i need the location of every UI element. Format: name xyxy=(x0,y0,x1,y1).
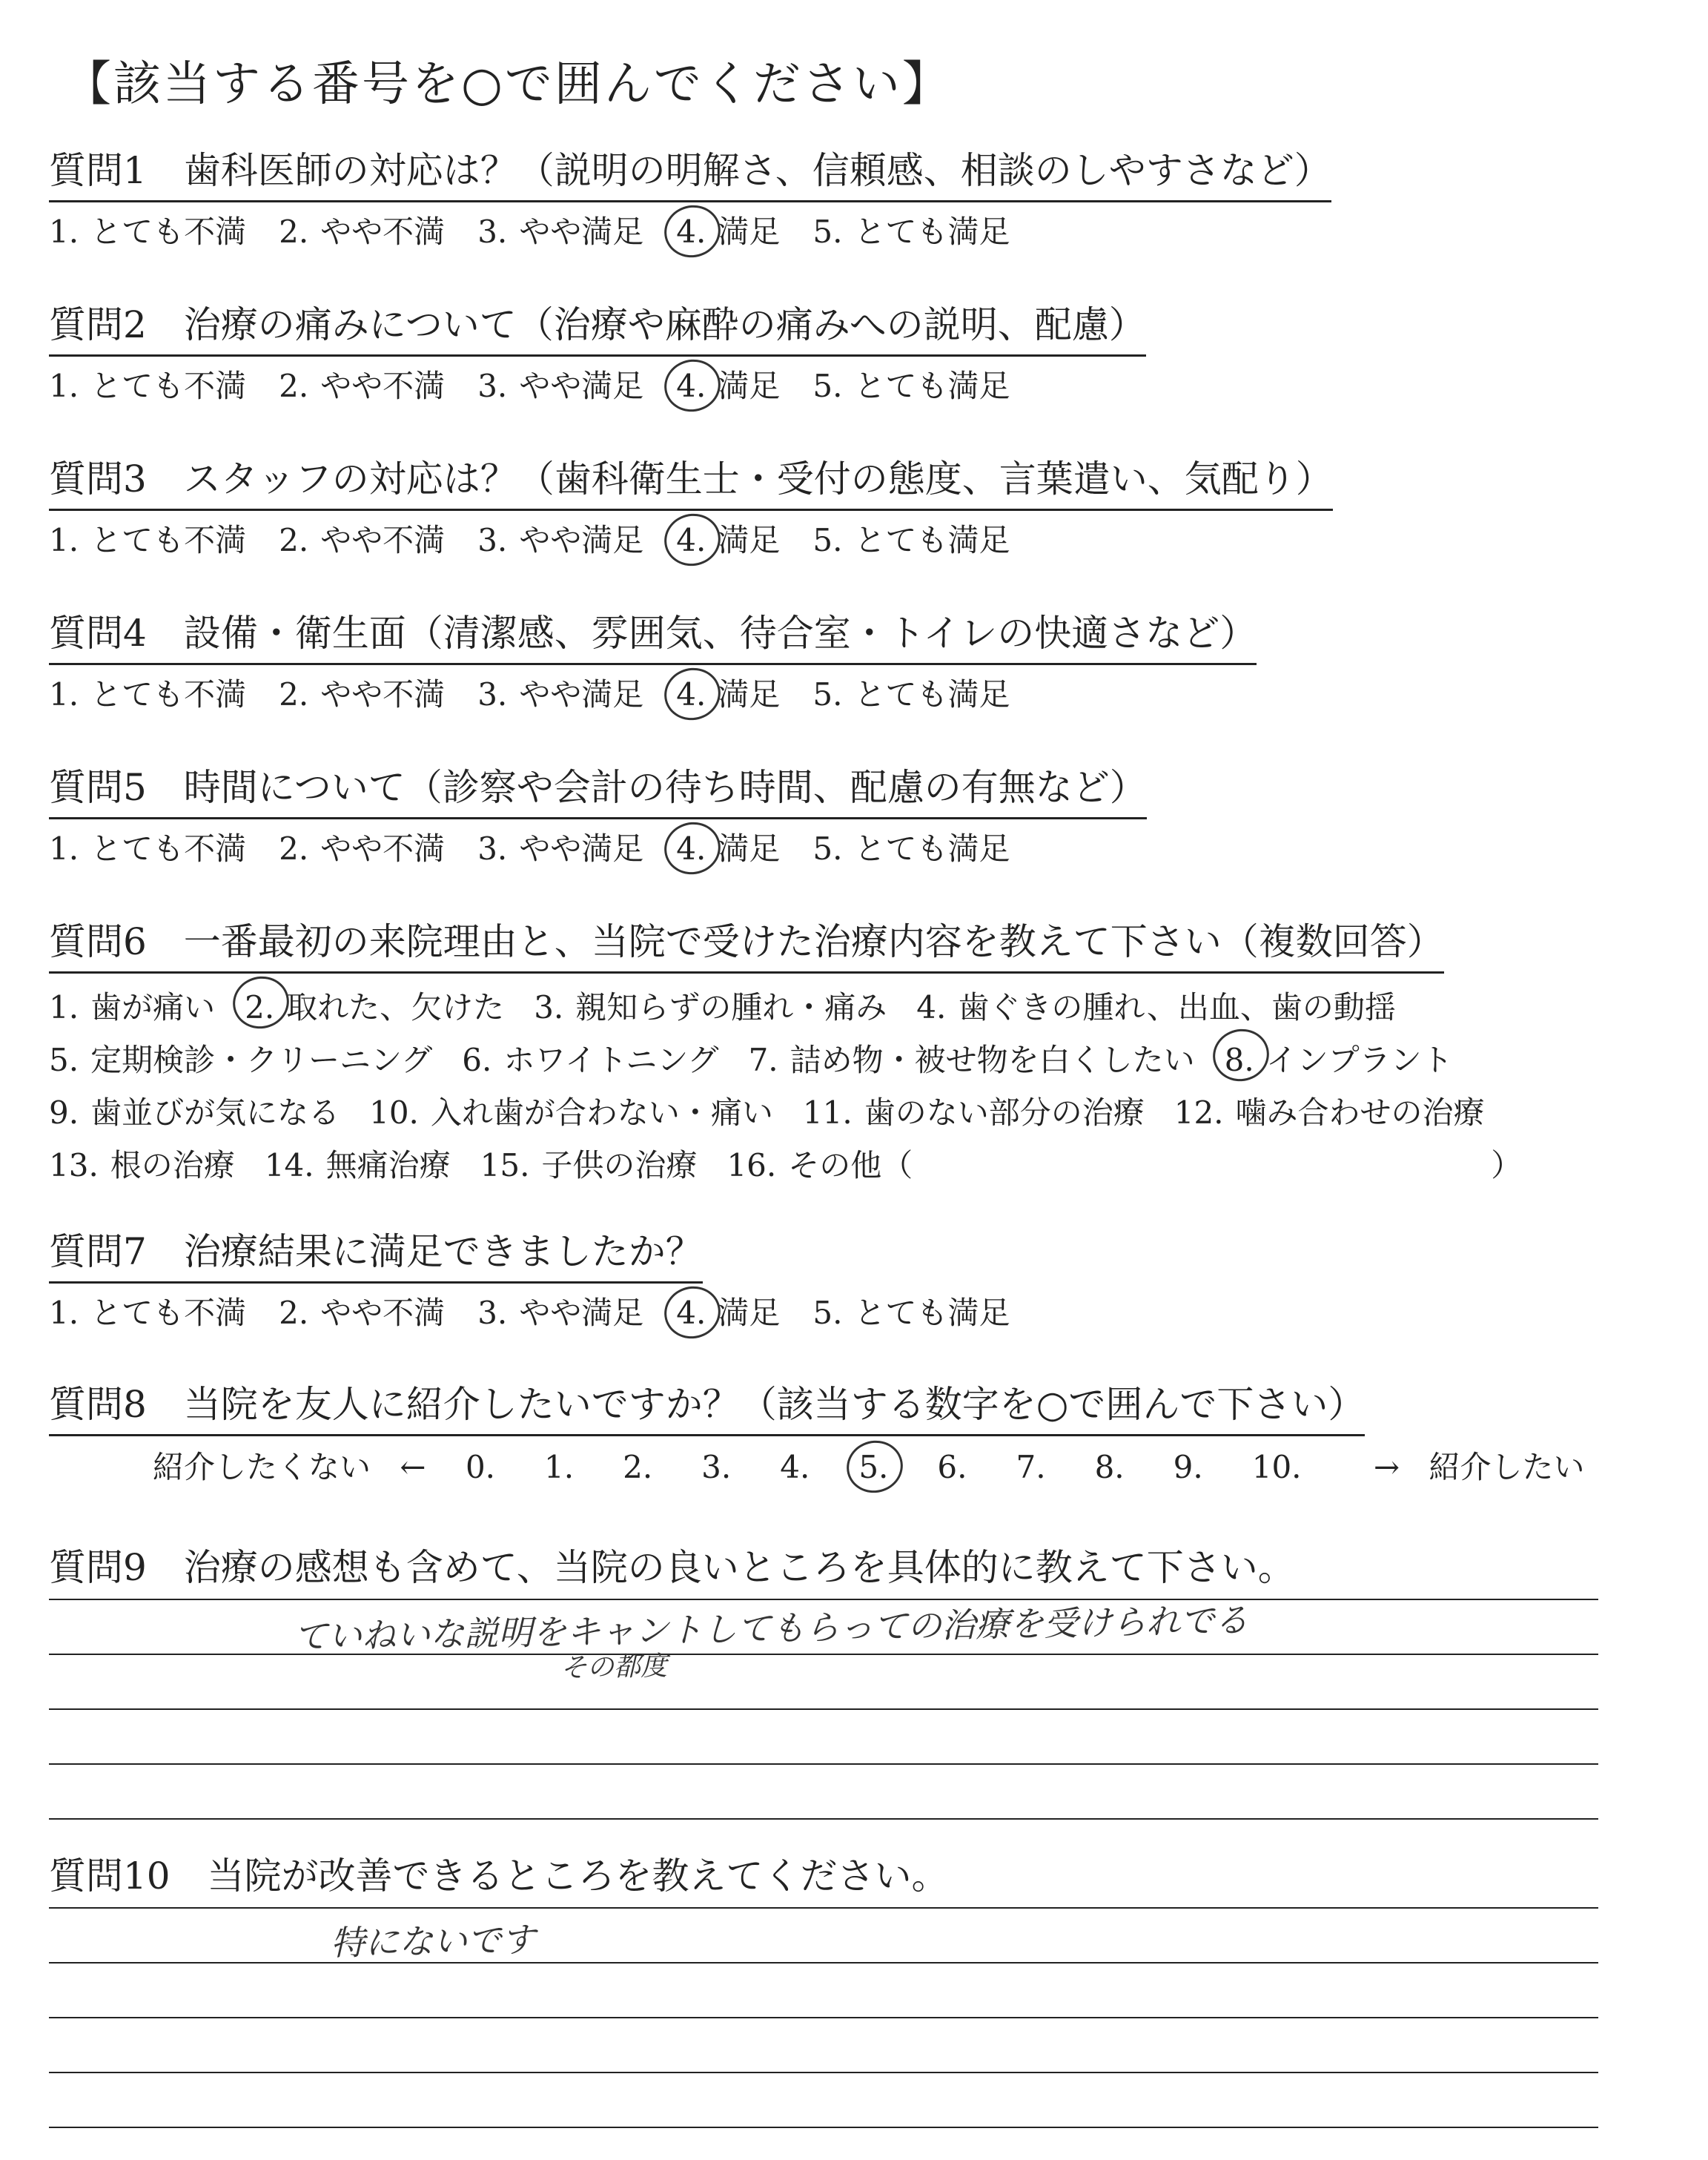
scale-value[interactable] xyxy=(1174,1445,1215,1490)
option-label: とても不満 xyxy=(90,368,247,404)
treatment-option[interactable] xyxy=(265,1139,451,1192)
option-number: 4. xyxy=(676,673,706,717)
question-8 xyxy=(49,1381,1603,1490)
option-number: 7. xyxy=(748,1042,778,1078)
question-1 xyxy=(49,147,1331,254)
rating-option[interactable] xyxy=(676,364,780,409)
question-9 xyxy=(49,1544,1598,1820)
option-number: 3. xyxy=(477,676,508,713)
question-10 xyxy=(49,1852,1598,2128)
option-number: 2. xyxy=(279,830,309,867)
option-label: とても満足 xyxy=(854,830,1010,867)
answer-line xyxy=(49,1655,1598,1710)
rating-option[interactable] xyxy=(477,1291,643,1335)
option-label: とても不満 xyxy=(90,676,247,713)
treatment-option[interactable] xyxy=(49,1034,432,1086)
option-number: 4. xyxy=(676,364,706,409)
right-arrow-icon: → xyxy=(1373,1449,1400,1485)
scale-value[interactable] xyxy=(780,1445,821,1490)
option-label: 歯ぐきの腫れ、出血、歯の動揺 xyxy=(958,989,1396,1025)
option-number: 5. xyxy=(49,1042,79,1078)
question-title xyxy=(49,301,1146,357)
option-label: 満足 xyxy=(718,368,781,404)
option-row xyxy=(49,1139,1522,1192)
question-5 xyxy=(49,764,1147,871)
option-label: 定期検診・クリーニング xyxy=(90,1042,433,1078)
answer-line xyxy=(49,1909,1598,1964)
question-3 xyxy=(49,455,1333,563)
option-number: 5. xyxy=(812,368,843,404)
option-number: 5. xyxy=(812,522,843,558)
scale-value[interactable] xyxy=(1095,1445,1136,1490)
option-label: とても満足 xyxy=(854,522,1010,558)
instruction-heading: 【該当する番号を○で囲んでください】 xyxy=(64,57,952,112)
option-label: やや満足 xyxy=(519,522,644,558)
scale-number: 8. xyxy=(1094,1449,1125,1485)
rating-option[interactable] xyxy=(812,518,1010,563)
rating-option[interactable] xyxy=(477,827,643,871)
rating-option[interactable] xyxy=(49,518,246,563)
rating-option[interactable] xyxy=(49,364,246,409)
rating-option[interactable] xyxy=(812,1291,1010,1335)
question-label: 質問2 xyxy=(49,303,147,346)
option-number: 3. xyxy=(477,214,508,250)
option-number: 5. xyxy=(812,1295,843,1331)
rating-options xyxy=(49,1291,1042,1335)
option-label: 満足 xyxy=(718,214,781,250)
question-text: 設備・衛生面（清潔感、雰囲気、待合室・トイレの快適さなど） xyxy=(183,612,1257,655)
option-number: 3. xyxy=(477,522,508,558)
option-number: 10. xyxy=(369,1094,419,1131)
scale-value[interactable] xyxy=(937,1445,979,1490)
option-number: 4. xyxy=(676,518,706,563)
option-label: やや不満 xyxy=(320,368,446,404)
question-label: 質問6 xyxy=(49,920,147,963)
rating-option[interactable] xyxy=(812,827,1010,871)
option-label: やや満足 xyxy=(519,368,644,404)
option-number: 5. xyxy=(812,214,843,250)
question-7 xyxy=(49,1228,1042,1335)
rating-option[interactable] xyxy=(812,364,1010,409)
answer-line xyxy=(49,2073,1598,2128)
option-label: やや不満 xyxy=(320,676,446,713)
treatment-options xyxy=(49,981,1522,1192)
question-title xyxy=(49,1228,703,1284)
option-number: 9. xyxy=(49,1094,79,1131)
scale-number: 1. xyxy=(544,1449,575,1485)
option-label: やや満足 xyxy=(519,830,644,867)
question-title xyxy=(49,1544,1295,1597)
other-close-paren: ） xyxy=(1491,1147,1523,1183)
rating-option[interactable] xyxy=(676,827,780,871)
scale-number: 5. xyxy=(858,1445,888,1490)
scale-value[interactable] xyxy=(466,1445,507,1490)
rating-option[interactable] xyxy=(279,673,445,717)
option-number: 2. xyxy=(279,522,309,558)
option-number: 5. xyxy=(812,830,843,867)
treatment-option[interactable] xyxy=(480,1139,698,1192)
option-label: やや満足 xyxy=(519,676,644,713)
scale-number: 7. xyxy=(1016,1449,1046,1485)
answer-line xyxy=(49,2018,1598,2073)
scale-number: 0. xyxy=(465,1449,496,1485)
option-number: 12. xyxy=(1174,1094,1224,1131)
treatment-option[interactable] xyxy=(49,981,215,1034)
option-label: とても不満 xyxy=(90,522,247,558)
option-row xyxy=(49,981,1522,1034)
option-number: 1. xyxy=(49,830,79,867)
rating-option[interactable] xyxy=(279,364,445,409)
question-text: 治療の感想も含めて、当院の良いところを具体的に教えて下さい。 xyxy=(183,1546,1295,1589)
treatment-option[interactable] xyxy=(916,981,1396,1034)
question-text: 当院が改善できるところを教えてください。 xyxy=(207,1855,949,1898)
option-number: 13. xyxy=(49,1147,99,1183)
option-label: 満足 xyxy=(718,1295,781,1331)
treatment-option[interactable] xyxy=(726,1139,913,1192)
option-label: とても不満 xyxy=(90,1295,247,1331)
rating-option[interactable] xyxy=(279,518,445,563)
rating-option[interactable] xyxy=(49,673,246,717)
question-text: 時間について（診察や会計の待ち時間、配慮の有無など） xyxy=(183,766,1147,809)
option-number: 2. xyxy=(279,676,309,713)
question-text: スタッフの対応は？（歯科衛生士・受付の態度、言葉遣い、気配り） xyxy=(183,458,1333,501)
scale-number: 6. xyxy=(937,1449,967,1485)
rating-option[interactable] xyxy=(812,210,1010,254)
answer-area[interactable] xyxy=(49,1597,1598,1820)
scale-right-label: 紹介したい xyxy=(1429,1449,1585,1485)
option-label: やや不満 xyxy=(320,1295,446,1331)
option-label: 根の治療 xyxy=(110,1147,235,1183)
option-label: 歯並びが気になる xyxy=(90,1094,340,1131)
option-number: 4. xyxy=(916,989,947,1025)
option-label: 満足 xyxy=(718,830,781,867)
option-label: 歯のない部分の治療 xyxy=(864,1094,1145,1131)
scale-value[interactable] xyxy=(858,1445,900,1490)
option-label: やや満足 xyxy=(519,214,644,250)
option-number: 15. xyxy=(480,1147,530,1183)
option-number: 2. xyxy=(279,368,309,404)
treatment-option[interactable] xyxy=(749,1034,1195,1086)
treatment-option[interactable] xyxy=(462,1034,718,1086)
rating-options xyxy=(49,210,1331,254)
option-label: インプラント xyxy=(1265,1042,1453,1078)
answer-line xyxy=(49,1964,1598,2018)
scale-value[interactable] xyxy=(544,1445,586,1490)
option-number: 1. xyxy=(49,676,79,713)
question-text: 治療結果に満足できましたか？ xyxy=(183,1230,703,1273)
handwritten-answer: 特にないです xyxy=(330,1919,536,1964)
option-label: その他（ xyxy=(788,1147,913,1183)
scale-value[interactable] xyxy=(1016,1445,1057,1490)
question-4 xyxy=(49,610,1257,717)
option-number: 2. xyxy=(279,214,309,250)
scale-number: 2. xyxy=(623,1449,653,1485)
option-number: 8. xyxy=(1225,1034,1254,1086)
question-2 xyxy=(49,301,1146,409)
question-label: 質問5 xyxy=(49,766,147,809)
option-number: 4. xyxy=(676,1291,706,1335)
option-label: 満足 xyxy=(718,522,781,558)
option-number: 1. xyxy=(49,522,79,558)
scale-number: 3. xyxy=(701,1449,732,1485)
option-label: とても満足 xyxy=(854,676,1010,713)
option-number: 4. xyxy=(676,827,706,871)
answer-line xyxy=(49,1765,1598,1820)
treatment-option[interactable] xyxy=(1225,1034,1453,1086)
rating-options xyxy=(49,827,1147,871)
answer-area[interactable] xyxy=(49,1906,1598,2128)
rating-option[interactable] xyxy=(49,1291,246,1335)
option-label: とても満足 xyxy=(854,1295,1010,1331)
option-row xyxy=(49,1034,1522,1086)
question-label: 質問7 xyxy=(49,1230,147,1273)
rating-options xyxy=(49,673,1257,717)
scale-value[interactable] xyxy=(1252,1445,1314,1490)
option-number: 1. xyxy=(49,1295,79,1331)
treatment-option[interactable] xyxy=(534,981,887,1034)
option-label: 取れた、欠けた xyxy=(286,989,505,1025)
option-number: 14. xyxy=(264,1147,314,1183)
option-number: 3. xyxy=(477,1295,508,1331)
treatment-option[interactable] xyxy=(49,1086,340,1139)
option-label: 入れ歯が合わない・痛い xyxy=(430,1094,773,1131)
option-number: 1. xyxy=(49,368,79,404)
scale-values xyxy=(466,1449,1351,1485)
rating-option[interactable] xyxy=(477,518,643,563)
option-label: やや不満 xyxy=(320,214,446,250)
option-label: 詰め物・被せ物を白くしたい xyxy=(790,1042,1195,1078)
treatment-option[interactable] xyxy=(49,1139,235,1192)
rating-option[interactable] xyxy=(279,827,445,871)
option-label: とても不満 xyxy=(90,214,247,250)
option-number: 11. xyxy=(802,1094,853,1131)
option-label: 無痛治療 xyxy=(325,1147,451,1183)
question-label: 質問3 xyxy=(49,458,147,501)
option-number: 4. xyxy=(676,210,706,254)
scale-value[interactable] xyxy=(701,1445,743,1490)
rating-option[interactable] xyxy=(49,827,246,871)
question-label: 質問4 xyxy=(49,612,147,655)
rating-option[interactable] xyxy=(676,210,780,254)
option-label: やや満足 xyxy=(519,1295,644,1331)
question-text: 一番最初の来院理由と、当院で受けた治療内容を教えて下さい（複数回答） xyxy=(183,920,1444,963)
question-label: 質問1 xyxy=(49,149,147,192)
option-label: ホワイトニング xyxy=(503,1042,719,1078)
left-arrow-icon: ← xyxy=(400,1449,426,1485)
scale-number: 4. xyxy=(780,1449,810,1485)
treatment-option[interactable] xyxy=(245,981,504,1034)
question-title xyxy=(49,1381,1365,1436)
rating-option[interactable] xyxy=(812,673,1010,717)
option-label: とても満足 xyxy=(854,368,1010,404)
question-label: 質問10 xyxy=(49,1855,171,1898)
option-label: やや不満 xyxy=(320,830,446,867)
option-number: 3. xyxy=(477,830,508,867)
rating-options xyxy=(49,518,1333,563)
option-row xyxy=(49,1086,1522,1139)
answer-line xyxy=(49,1710,1598,1765)
recommend-scale xyxy=(153,1445,1603,1490)
question-label: 質問8 xyxy=(49,1383,147,1426)
question-title xyxy=(49,147,1331,202)
option-number: 1. xyxy=(49,989,79,1025)
option-label: とても満足 xyxy=(854,214,1010,250)
scale-number: 9. xyxy=(1173,1449,1203,1485)
treatment-option[interactable] xyxy=(1174,1086,1485,1139)
option-label: 歯が痛い xyxy=(90,989,216,1025)
option-label: やや不満 xyxy=(320,522,446,558)
rating-option[interactable] xyxy=(279,1291,445,1335)
question-title xyxy=(49,610,1257,665)
option-number: 1. xyxy=(49,214,79,250)
question-label: 質問9 xyxy=(49,1546,147,1589)
question-text: 治療の痛みについて（治療や麻酔の痛みへの説明、配慮） xyxy=(183,303,1146,346)
rating-option[interactable] xyxy=(279,210,445,254)
option-label: とても不満 xyxy=(90,830,247,867)
rating-option[interactable] xyxy=(477,673,643,717)
handwritten-answer: ていねいな説明をキャントしてもらっての治療を受けられでる xyxy=(293,1599,1249,1657)
option-number: 2. xyxy=(279,1295,309,1331)
rating-options xyxy=(49,364,1146,409)
question-title xyxy=(49,455,1333,511)
option-number: 3. xyxy=(477,368,508,404)
treatment-option[interactable] xyxy=(803,1086,1145,1139)
option-number: 16. xyxy=(726,1147,777,1183)
rating-option[interactable] xyxy=(477,210,643,254)
handwritten-answer-note: その都度 xyxy=(560,1651,668,1684)
treatment-option[interactable] xyxy=(369,1086,773,1139)
rating-option[interactable] xyxy=(676,673,780,717)
question-text: 歯科医師の対応は？（説明の明解さ、信頼感、相談のしやすさなど） xyxy=(183,149,1331,192)
option-label: 満足 xyxy=(718,676,781,713)
option-number: 3. xyxy=(534,989,564,1025)
scale-left-label: 紹介したくない xyxy=(153,1449,371,1485)
rating-option[interactable] xyxy=(477,364,643,409)
question-title xyxy=(49,918,1444,974)
option-number: 2. xyxy=(245,981,274,1034)
option-label: 噛み合わせの治療 xyxy=(1235,1094,1485,1131)
question-title xyxy=(49,1852,949,1906)
option-number: 5. xyxy=(812,676,843,713)
question-text: 当院を友人に紹介したいですか？（該当する数字を○で囲んで下さい） xyxy=(183,1383,1366,1426)
rating-option[interactable] xyxy=(676,518,780,563)
question-title xyxy=(49,764,1147,819)
option-label: 子供の治療 xyxy=(541,1147,698,1183)
option-label: 親知らずの腫れ・痛み xyxy=(575,989,887,1025)
scale-number: 10. xyxy=(1251,1449,1302,1485)
scale-value[interactable] xyxy=(623,1445,664,1490)
option-number: 6. xyxy=(462,1042,492,1078)
rating-option[interactable] xyxy=(49,210,246,254)
rating-option[interactable] xyxy=(676,1291,780,1335)
question-6 xyxy=(49,918,1522,1192)
